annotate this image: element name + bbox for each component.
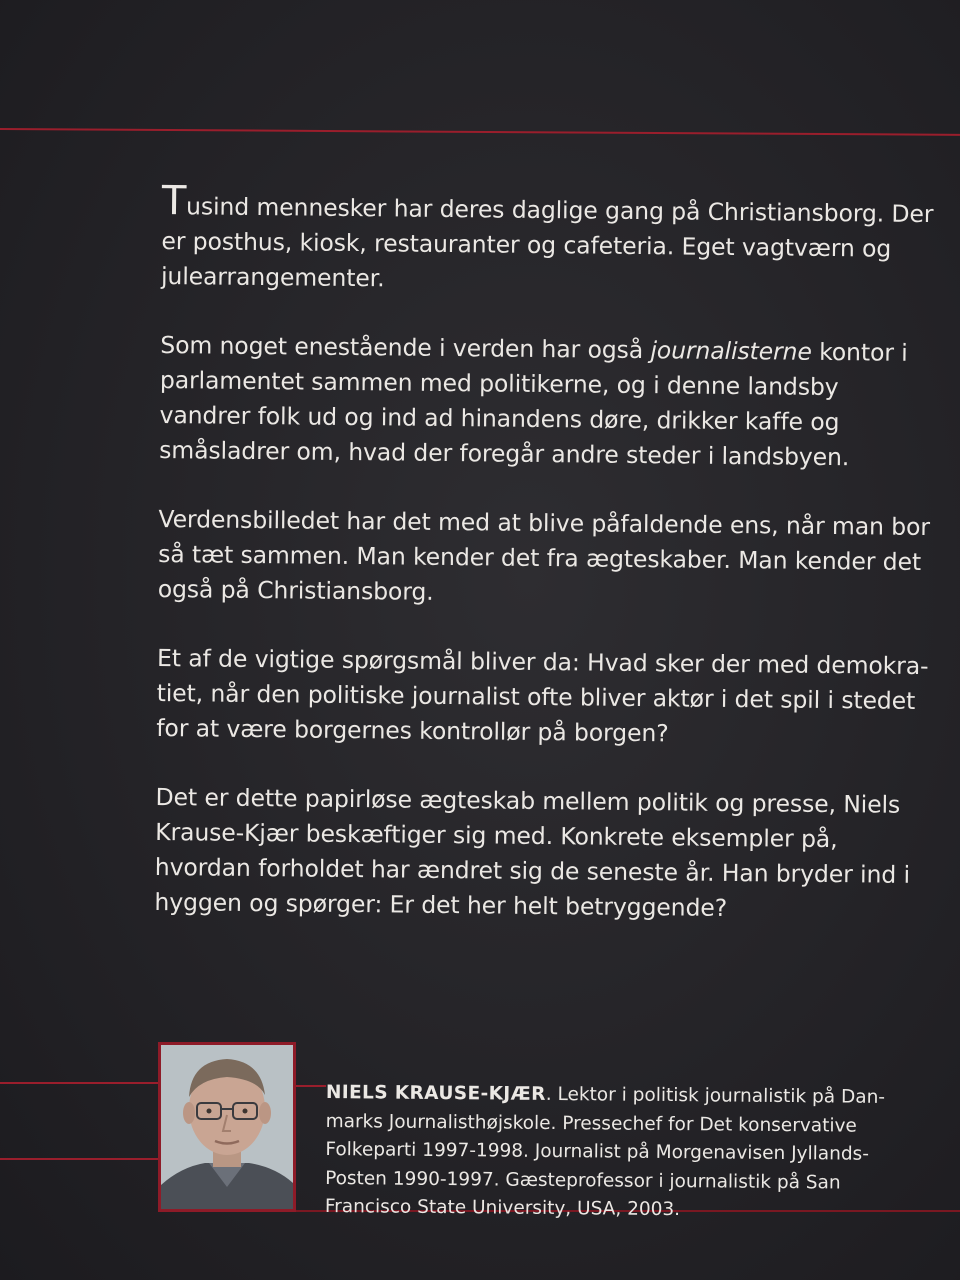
bio-right-rule-top	[296, 1085, 326, 1087]
top-red-rule	[0, 128, 960, 136]
paragraph-2-text-before: Som noget enestående i verden har også	[160, 330, 651, 365]
drop-cap: T	[161, 178, 187, 225]
blurb-paragraph-2	[159, 328, 932, 476]
author-photo	[158, 1042, 296, 1212]
blurb-paragraph-4: Et af de vigtige spørgsmål bliver da: Hvad sker der med demokratiet, når den politiske journalist ofte bliver aktør i det spil i stedet for at være borgernes kontrollør på borgen?	[156, 643, 929, 748]
bio-left-rule-bottom	[0, 1158, 160, 1160]
author-bio	[325, 1079, 906, 1227]
blurb-paragraph-1	[160, 178, 934, 302]
author-bio-text: . Lektor i politisk journalistik på Danmarks Journalisthøjskole. Pressechef for Det konservative Folkeparti 1997-1998. Journalist på Morgenavisen Jyllands-Posten 1990-1997. Gæsteprofessor i journalistik på San Francisco State University, USA, 2003.	[324, 1083, 886, 1220]
blurb-text	[154, 178, 934, 962]
blurb-paragraph-5: Det er dette papirløse ægteskab mellem politik og presse, Niels Krause-Kjær beskæftiger sig med. Konkrete eksempler på, hvordan forholdet har ændret sig de seneste år. Han bryder ind i hyggen og spørger: Er det her helt betryggende?	[154, 782, 911, 922]
bio-left-rule-top	[0, 1082, 160, 1084]
paragraph-2-text-after: kontor i parlamentet sammen med politikerne, og i denne landsby vandrer folk ud og ind ad hinandens døre, drikker kaffe og småsladrer om, hvad der foregår andre steder i landsbyen.	[159, 337, 908, 472]
blurb-paragraph-3: Verdensbilledet har det med at blive påfaldende ens, når man bor så tæt sammen. Man kender det fra ægteskaber. Man kender det også på Christiansborg.	[157, 504, 931, 606]
paragraph-1-text: usind mennesker har deres daglige gang på Christiansborg. Der er posthus, kiosk, restauranter og cafeteria. Eget vagtværn og julearrangementer.	[160, 192, 934, 293]
author-portrait-image	[161, 1045, 293, 1209]
paragraph-2-italic: journalisterne	[650, 336, 812, 366]
author-name: NIELS KRAUSE-KJÆR	[325, 1081, 546, 1105]
